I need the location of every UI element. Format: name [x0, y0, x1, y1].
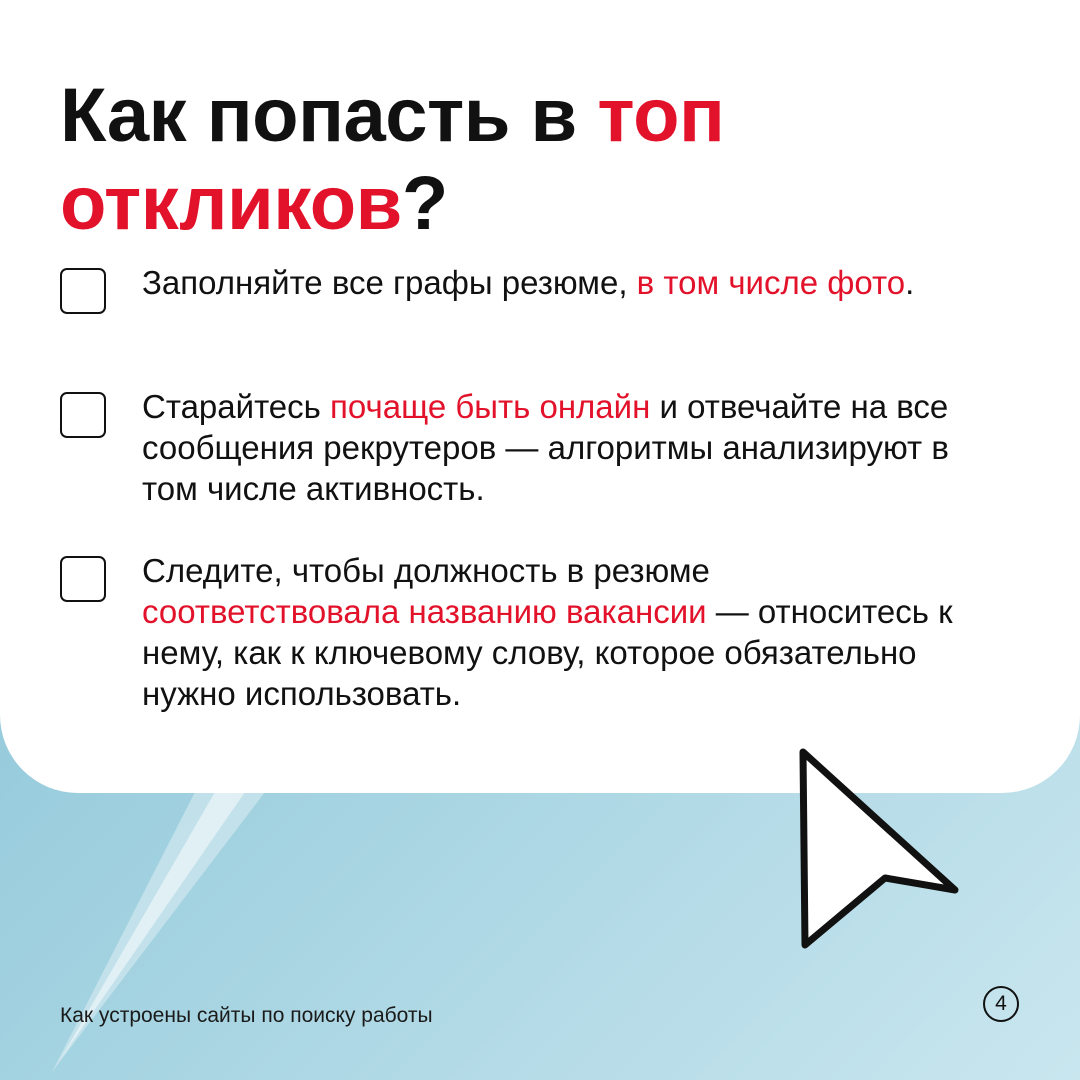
checklist-item-text: Следите, чтобы должность в резюме соответствовала названию вакансии — относитесь к нему, как к ключевому слову, которое обязательно нужно использовать.: [142, 552, 953, 712]
highlight-text: соответствовала названию вакансии: [142, 593, 707, 630]
page-number-badge: 4: [983, 986, 1019, 1022]
title-highlight-top: топ: [597, 73, 725, 158]
footer-caption: Как устроены сайты по поиску работы: [60, 1004, 433, 1027]
title-question-mark: ?: [401, 161, 448, 246]
checklist-item-text: Старайтесь почаще быть онлайн и отвечайте на все сообщения рекрутеров — алгоритмы анализируют в том числе активность.: [142, 388, 949, 507]
highlight-text: почаще быть онлайн: [330, 388, 651, 425]
title-highlight-responses: откликов: [60, 161, 402, 246]
title-part-1: Как попасть в: [60, 73, 598, 158]
checklist-item-text: Заполняйте все графы резюме, в том числе фото.: [142, 264, 915, 301]
highlight-text: в том числе фото: [636, 264, 906, 301]
